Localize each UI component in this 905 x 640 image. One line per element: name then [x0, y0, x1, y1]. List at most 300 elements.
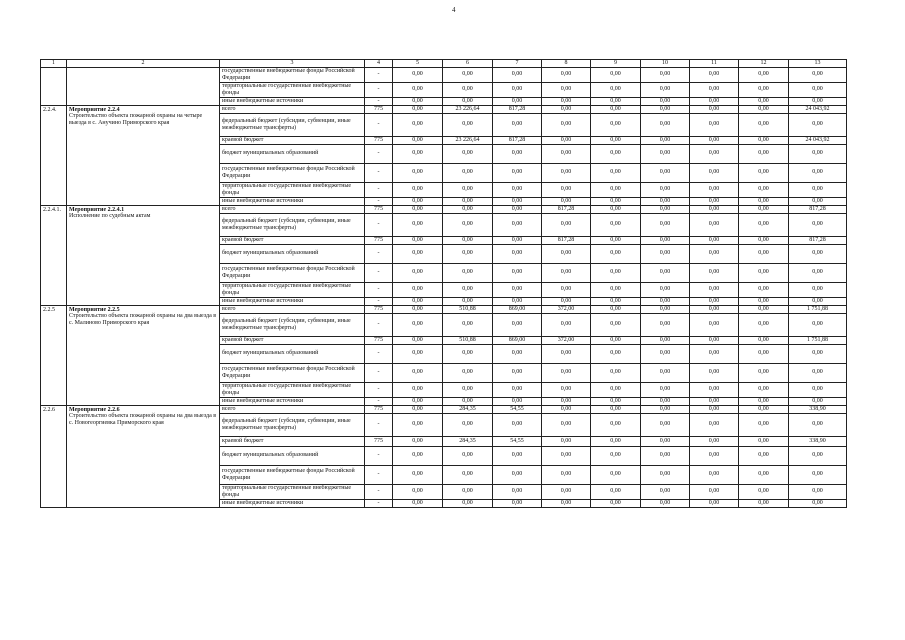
funding-source: государственные внебюджетные фонды Российской Федерации — [220, 67, 365, 82]
amount-cell: 0,00 — [393, 344, 443, 363]
amount-cell: 0,00 — [542, 484, 591, 499]
amount-cell: 0,00 — [443, 263, 493, 282]
amount-cell: 0,00 — [591, 182, 641, 197]
amount-cell: 0,00 — [443, 67, 493, 82]
amount-cell: 0,00 — [493, 182, 542, 197]
amount-cell: 0,00 — [690, 113, 739, 136]
funding-source: государственные внебюджетные фонды Российской Федерации — [220, 263, 365, 282]
amount-cell: 0,00 — [443, 282, 493, 297]
amount-cell: 0,00 — [789, 82, 847, 97]
amount-cell: 0,00 — [641, 144, 690, 163]
amount-cell: 0,00 — [493, 163, 542, 182]
funding-source: всего — [220, 205, 365, 213]
budget-code-cell: - — [365, 163, 393, 182]
amount-cell: 0,00 — [591, 163, 641, 182]
amount-cell: 0,00 — [641, 397, 690, 405]
amount-cell: 0,00 — [789, 344, 847, 363]
amount-cell: 0,00 — [542, 244, 591, 263]
amount-cell: 0,00 — [641, 305, 690, 313]
funding-source: иные внебюджетные источники — [220, 197, 365, 205]
amount-cell: 0,00 — [542, 263, 591, 282]
amount-cell: 0,00 — [641, 236, 690, 244]
funding-source: федеральный бюджет (субсидии, субвенции, иные межбюджетные трансферты) — [220, 113, 365, 136]
amount-cell: 0,00 — [443, 163, 493, 182]
amount-cell: 817,28 — [493, 105, 542, 113]
column-header: 1 — [41, 60, 67, 68]
amount-cell: 0,00 — [542, 97, 591, 105]
funding-source: всего — [220, 305, 365, 313]
amount-cell: 0,00 — [739, 305, 789, 313]
amount-cell: 0,00 — [641, 499, 690, 507]
amount-cell: 0,00 — [641, 97, 690, 105]
amount-cell: 0,00 — [739, 236, 789, 244]
amount-cell: 0,00 — [641, 263, 690, 282]
column-header: 13 — [789, 60, 847, 68]
amount-cell: 0,00 — [690, 465, 739, 484]
funding-source: территориальные государственные внебюджетные фонды — [220, 282, 365, 297]
budget-code-cell: - — [365, 82, 393, 97]
amount-cell: 0,00 — [443, 144, 493, 163]
amount-cell: 0,00 — [690, 413, 739, 436]
funding-source: территориальные государственные внебюджетные фонды — [220, 382, 365, 397]
amount-cell: 0,00 — [542, 197, 591, 205]
measure-title: Мероприятие 2.2.4 — [69, 106, 120, 113]
amount-cell: 0,00 — [493, 213, 542, 236]
measure-description: Строительство объекта пожарной охраны на четыре выезда в с. Анучино Приморского края — [69, 113, 203, 126]
amount-cell: 0,00 — [739, 499, 789, 507]
budget-code-cell: - — [365, 263, 393, 282]
budget-code-cell: - — [365, 213, 393, 236]
amount-cell: 0,00 — [739, 113, 789, 136]
amount-cell: 0,00 — [739, 313, 789, 336]
budget-code-cell: 775 — [365, 336, 393, 344]
budget-code-cell: - — [365, 413, 393, 436]
amount-cell: 0,00 — [443, 446, 493, 465]
amount-cell: 0,00 — [591, 97, 641, 105]
amount-cell: 0,00 — [591, 382, 641, 397]
amount-cell: 0,00 — [789, 484, 847, 499]
amount-cell: 0,00 — [393, 113, 443, 136]
budget-code-cell: - — [365, 144, 393, 163]
amount-cell: 0,00 — [690, 313, 739, 336]
funding-source: бюджет муниципальных образований — [220, 344, 365, 363]
funding-source: иные внебюджетные источники — [220, 297, 365, 305]
amount-cell: 0,00 — [393, 382, 443, 397]
amount-cell: 0,00 — [542, 67, 591, 82]
amount-cell: 0,00 — [641, 446, 690, 465]
amount-cell: 0,00 — [739, 382, 789, 397]
amount-cell: 0,00 — [591, 113, 641, 136]
amount-cell: 54,55 — [493, 436, 542, 446]
amount-cell: 817,28 — [789, 205, 847, 213]
amount-cell: 0,00 — [739, 97, 789, 105]
amount-cell: 23 226,64 — [443, 105, 493, 113]
amount-cell: 0,00 — [591, 236, 641, 244]
amount-cell: 372,00 — [542, 336, 591, 344]
amount-cell: 0,00 — [591, 446, 641, 465]
amount-cell: 0,00 — [690, 484, 739, 499]
budget-code-cell: - — [365, 344, 393, 363]
funding-source: государственные внебюджетные фонды Российской Федерации — [220, 465, 365, 484]
amount-cell: 0,00 — [690, 67, 739, 82]
amount-cell: 0,00 — [789, 297, 847, 305]
amount-cell: 0,00 — [393, 244, 443, 263]
measure-name-cell — [67, 67, 220, 105]
column-header: 2 — [67, 60, 220, 68]
column-header: 3 — [220, 60, 365, 68]
budget-code-cell: - — [365, 382, 393, 397]
amount-cell: 0,00 — [591, 197, 641, 205]
amount-cell: 0,00 — [641, 205, 690, 213]
amount-cell: 0,00 — [690, 236, 739, 244]
amount-cell: 0,00 — [690, 397, 739, 405]
amount-cell: 0,00 — [789, 413, 847, 436]
measure-code: 2.2.6 — [41, 405, 67, 507]
measure-description: Исполнение по судебным актам — [69, 213, 151, 220]
amount-cell: 0,00 — [393, 397, 443, 405]
measure-name-cell — [67, 305, 220, 405]
amount-cell: 0,00 — [739, 136, 789, 144]
amount-cell: 0,00 — [493, 82, 542, 97]
amount-cell: 0,00 — [690, 182, 739, 197]
budget-code-cell: - — [365, 182, 393, 197]
amount-cell: 0,00 — [393, 297, 443, 305]
amount-cell: 0,00 — [591, 313, 641, 336]
column-header: 7 — [493, 60, 542, 68]
amount-cell: 284,35 — [443, 436, 493, 446]
amount-cell: 0,00 — [641, 105, 690, 113]
amount-cell: 0,00 — [641, 282, 690, 297]
budget-code-cell: 775 — [365, 405, 393, 413]
amount-cell: 510,88 — [443, 305, 493, 313]
funding-source: иные внебюджетные источники — [220, 397, 365, 405]
amount-cell: 0,00 — [542, 182, 591, 197]
amount-cell: 0,00 — [493, 499, 542, 507]
amount-cell: 0,00 — [641, 313, 690, 336]
amount-cell: 0,00 — [542, 213, 591, 236]
amount-cell: 0,00 — [591, 405, 641, 413]
amount-cell: 0,00 — [393, 236, 443, 244]
amount-cell: 817,28 — [493, 136, 542, 144]
funding-source: всего — [220, 405, 365, 413]
measure-name-cell — [67, 405, 220, 507]
amount-cell: 0,00 — [493, 263, 542, 282]
amount-cell: 0,00 — [542, 82, 591, 97]
amount-cell: 0,00 — [493, 244, 542, 263]
amount-cell: 0,00 — [591, 397, 641, 405]
amount-cell: 0,00 — [393, 363, 443, 382]
amount-cell: 0,00 — [739, 397, 789, 405]
amount-cell: 0,00 — [690, 282, 739, 297]
amount-cell: 0,00 — [542, 136, 591, 144]
amount-cell: 0,00 — [542, 105, 591, 113]
amount-cell: 0,00 — [393, 182, 443, 197]
amount-cell: 0,00 — [443, 236, 493, 244]
amount-cell: 0,00 — [641, 297, 690, 305]
measure-code: 2.2.4. — [41, 105, 67, 205]
amount-cell: 338,90 — [789, 436, 847, 446]
amount-cell: 0,00 — [493, 282, 542, 297]
amount-cell: 0,00 — [690, 297, 739, 305]
funding-source: территориальные государственные внебюджетные фонды — [220, 82, 365, 97]
amount-cell: 817,28 — [789, 236, 847, 244]
funding-source: государственные внебюджетные фонды Российской Федерации — [220, 163, 365, 182]
budget-code-cell: - — [365, 465, 393, 484]
amount-cell: 0,00 — [542, 297, 591, 305]
funding-source: всего — [220, 105, 365, 113]
funding-source: федеральный бюджет (субсидии, субвенции, иные межбюджетные трансферты) — [220, 313, 365, 336]
amount-cell: 0,00 — [393, 136, 443, 144]
amount-cell: 0,00 — [641, 213, 690, 236]
funding-source: бюджет муниципальных образований — [220, 244, 365, 263]
amount-cell: 0,00 — [542, 163, 591, 182]
amount-cell: 0,00 — [542, 499, 591, 507]
amount-cell: 0,00 — [443, 97, 493, 105]
amount-cell: 0,00 — [542, 397, 591, 405]
amount-cell: 0,00 — [641, 413, 690, 436]
amount-cell: 0,00 — [690, 97, 739, 105]
amount-cell: 0,00 — [393, 67, 443, 82]
amount-cell: 0,00 — [493, 363, 542, 382]
amount-cell: 0,00 — [690, 382, 739, 397]
amount-cell: 0,00 — [393, 197, 443, 205]
funding-source: краевой бюджет — [220, 436, 365, 446]
amount-cell: 0,00 — [393, 144, 443, 163]
amount-cell: 0,00 — [690, 163, 739, 182]
table-row — [41, 405, 847, 413]
amount-cell: 0,00 — [443, 297, 493, 305]
amount-cell: 0,00 — [641, 113, 690, 136]
amount-cell: 0,00 — [393, 436, 443, 446]
amount-cell: 1 751,88 — [789, 336, 847, 344]
amount-cell: 0,00 — [690, 336, 739, 344]
measure-name-cell — [67, 205, 220, 305]
amount-cell: 0,00 — [393, 163, 443, 182]
amount-cell: 0,00 — [739, 282, 789, 297]
amount-cell: 0,00 — [789, 213, 847, 236]
amount-cell: 0,00 — [542, 344, 591, 363]
amount-cell: 0,00 — [493, 397, 542, 405]
amount-cell: 0,00 — [690, 344, 739, 363]
amount-cell: 0,00 — [690, 263, 739, 282]
amount-cell: 0,00 — [591, 336, 641, 344]
amount-cell: 0,00 — [443, 382, 493, 397]
amount-cell: 0,00 — [591, 67, 641, 82]
amount-cell: 0,00 — [393, 105, 443, 113]
measure-title: Мероприятие 2.2.6 — [69, 406, 120, 413]
amount-cell: 0,00 — [789, 446, 847, 465]
amount-cell: 0,00 — [690, 305, 739, 313]
amount-cell: 869,00 — [493, 305, 542, 313]
amount-cell: 0,00 — [641, 436, 690, 446]
amount-cell: 0,00 — [789, 244, 847, 263]
amount-cell: 0,00 — [443, 244, 493, 263]
amount-cell: 0,00 — [789, 97, 847, 105]
budget-code-cell: - — [365, 313, 393, 336]
budget-code-cell: 775 — [365, 436, 393, 446]
budget-code-cell: - — [365, 484, 393, 499]
amount-cell: 0,00 — [739, 363, 789, 382]
amount-cell: 0,00 — [542, 113, 591, 136]
amount-cell: 0,00 — [393, 282, 443, 297]
funding-source: бюджет муниципальных образований — [220, 144, 365, 163]
amount-cell: 0,00 — [789, 197, 847, 205]
amount-cell: 23 226,64 — [443, 136, 493, 144]
amount-cell: 0,00 — [739, 144, 789, 163]
amount-cell: 0,00 — [739, 205, 789, 213]
amount-cell: 0,00 — [591, 144, 641, 163]
amount-cell: 0,00 — [690, 105, 739, 113]
amount-cell: 338,90 — [789, 405, 847, 413]
funding-source: краевой бюджет — [220, 336, 365, 344]
amount-cell: 0,00 — [641, 363, 690, 382]
column-header: 12 — [739, 60, 789, 68]
amount-cell: 0,00 — [591, 499, 641, 507]
measure-title: Мероприятие 2.2.5 — [69, 306, 120, 313]
amount-cell: 0,00 — [443, 484, 493, 499]
amount-cell: 0,00 — [690, 446, 739, 465]
budget-code-cell: - — [365, 363, 393, 382]
measure-description: Строительство объекта пожарной охраны на два выезда в с. Малиново Приморского края — [69, 313, 217, 326]
amount-cell: 0,00 — [789, 163, 847, 182]
table-row — [41, 67, 847, 82]
amount-cell: 0,00 — [393, 97, 443, 105]
budget-code-cell: - — [365, 499, 393, 507]
amount-cell: 0,00 — [789, 465, 847, 484]
amount-cell: 0,00 — [641, 244, 690, 263]
amount-cell: 0,00 — [443, 205, 493, 213]
column-header: 4 — [365, 60, 393, 68]
budget-code-cell: 775 — [365, 105, 393, 113]
amount-cell: 284,35 — [443, 405, 493, 413]
amount-cell: 0,00 — [393, 82, 443, 97]
amount-cell: 0,00 — [591, 465, 641, 484]
amount-cell: 24 043,92 — [789, 136, 847, 144]
budget-code-cell: 775 — [365, 236, 393, 244]
amount-cell: 372,00 — [542, 305, 591, 313]
amount-cell: 0,00 — [641, 82, 690, 97]
amount-cell: 0,00 — [493, 144, 542, 163]
amount-cell: 0,00 — [739, 244, 789, 263]
amount-cell: 0,00 — [789, 67, 847, 82]
amount-cell: 0,00 — [591, 213, 641, 236]
amount-cell: 0,00 — [739, 436, 789, 446]
amount-cell: 0,00 — [690, 144, 739, 163]
budget-code-cell: - — [365, 446, 393, 465]
amount-cell: 0,00 — [542, 144, 591, 163]
amount-cell: 0,00 — [591, 263, 641, 282]
amount-cell: 0,00 — [641, 465, 690, 484]
amount-cell: 0,00 — [493, 236, 542, 244]
amount-cell: 0,00 — [789, 113, 847, 136]
amount-cell: 0,00 — [591, 305, 641, 313]
amount-cell: 0,00 — [393, 446, 443, 465]
funding-source: краевой бюджет — [220, 236, 365, 244]
amount-cell: 0,00 — [493, 67, 542, 82]
amount-cell: 0,00 — [739, 344, 789, 363]
amount-cell: 0,00 — [789, 382, 847, 397]
amount-cell: 0,00 — [690, 436, 739, 446]
amount-cell: 0,00 — [591, 436, 641, 446]
amount-cell: 0,00 — [641, 336, 690, 344]
amount-cell: 0,00 — [591, 136, 641, 144]
amount-cell: 0,00 — [393, 205, 443, 213]
amount-cell: 0,00 — [393, 305, 443, 313]
table-row — [41, 105, 847, 113]
funding-source: иные внебюджетные источники — [220, 499, 365, 507]
column-header: 9 — [591, 60, 641, 68]
amount-cell: 0,00 — [641, 382, 690, 397]
amount-cell: 0,00 — [542, 363, 591, 382]
amount-cell: 0,00 — [690, 213, 739, 236]
amount-cell: 0,00 — [493, 465, 542, 484]
amount-cell: 0,00 — [591, 205, 641, 213]
table-row — [41, 305, 847, 313]
amount-cell: 0,00 — [690, 363, 739, 382]
amount-cell: 817,28 — [542, 205, 591, 213]
measure-code: 2.2.4.1. — [41, 205, 67, 305]
amount-cell: 0,00 — [493, 297, 542, 305]
amount-cell: 0,00 — [641, 484, 690, 499]
amount-cell: 0,00 — [690, 197, 739, 205]
amount-cell: 0,00 — [739, 465, 789, 484]
amount-cell: 0,00 — [739, 413, 789, 436]
amount-cell: 869,00 — [493, 336, 542, 344]
budget-code-cell: - — [365, 282, 393, 297]
amount-cell: 0,00 — [393, 465, 443, 484]
amount-cell: 0,00 — [443, 182, 493, 197]
amount-cell: 0,00 — [690, 205, 739, 213]
budget-code-cell: - — [365, 197, 393, 205]
funding-source: иные внебюджетные источники — [220, 97, 365, 105]
amount-cell: 0,00 — [739, 105, 789, 113]
amount-cell: 0,00 — [542, 413, 591, 436]
budget-code-cell: 775 — [365, 305, 393, 313]
amount-cell: 0,00 — [641, 67, 690, 82]
amount-cell: 0,00 — [443, 363, 493, 382]
amount-cell: 0,00 — [542, 436, 591, 446]
column-header: 6 — [443, 60, 493, 68]
amount-cell: 0,00 — [493, 97, 542, 105]
budget-code-cell: 775 — [365, 205, 393, 213]
amount-cell: 0,00 — [641, 163, 690, 182]
funding-source: территориальные государственные внебюджетные фонды — [220, 484, 365, 499]
amount-cell: 0,00 — [393, 313, 443, 336]
amount-cell: 0,00 — [641, 344, 690, 363]
amount-cell: 0,00 — [690, 405, 739, 413]
measure-code: 2.2.5 — [41, 305, 67, 405]
amount-cell: 0,00 — [789, 499, 847, 507]
budget-code-cell: - — [365, 244, 393, 263]
amount-cell: 510,88 — [443, 336, 493, 344]
budget-code-cell: - — [365, 297, 393, 305]
amount-cell: 0,00 — [393, 263, 443, 282]
amount-cell: 0,00 — [739, 263, 789, 282]
column-header: 8 — [542, 60, 591, 68]
amount-cell: 0,00 — [690, 499, 739, 507]
amount-cell: 0,00 — [789, 313, 847, 336]
financing-table — [40, 59, 847, 508]
amount-cell: 0,00 — [591, 363, 641, 382]
amount-cell: 0,00 — [739, 82, 789, 97]
amount-cell: 0,00 — [443, 499, 493, 507]
amount-cell: 0,00 — [443, 82, 493, 97]
amount-cell: 0,00 — [789, 397, 847, 405]
amount-cell: 0,00 — [739, 182, 789, 197]
funding-source: бюджет муниципальных образований — [220, 446, 365, 465]
amount-cell: 0,00 — [393, 405, 443, 413]
amount-cell: 0,00 — [739, 484, 789, 499]
